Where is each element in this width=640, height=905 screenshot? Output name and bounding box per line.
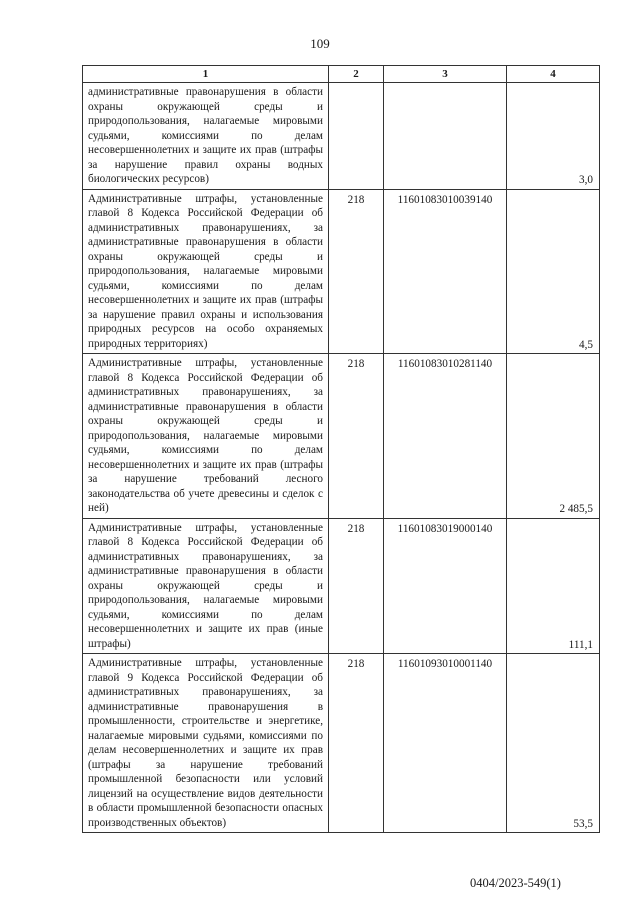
row-admin-code: 218 (329, 654, 384, 833)
row-admin-code: 218 (329, 354, 384, 519)
row-kbk-code: 11601083010039140 (384, 189, 507, 354)
table-row (83, 189, 600, 354)
row-description: административные правонарушения в области охраны окружающей среды и природопользования, налагаемые мировыми судьями, комиссиями по делам несовершеннолетних и защите их прав (штрафы за нарушение правил охраны водных биологических ресурсов) (83, 83, 329, 190)
row-kbk-code: 11601083019000140 (384, 518, 507, 654)
row-amount: 53,5 (507, 654, 600, 833)
table-row (83, 83, 600, 190)
table-header-row (83, 66, 600, 83)
row-description: Административные штрафы, установленные главой 8 Кодекса Российской Федерации об административных правонарушениях, за административные правонарушения в области охраны окружающей среды и природопользования, налагаемые мировыми судьями, комиссиями по делам несовершеннолетних и защите их прав (штрафы за нарушение требований лесного законодательства об учете древесины и сделок с ней) (83, 354, 329, 519)
row-kbk-code: 11601083010281140 (384, 354, 507, 519)
header-col-4: 4 (507, 66, 600, 83)
row-kbk-code: 11601093010001140 (384, 654, 507, 833)
row-amount: 111,1 (507, 518, 600, 654)
row-admin-code: 218 (329, 189, 384, 354)
row-description: Административные штрафы, установленные главой 8 Кодекса Российской Федерации об административных правонарушениях, за административные правонарушения в области охраны окружающей среды и природопользования, налагаемые мировыми судьями, комиссиями по делам несовершеннолетних и защите их прав (штрафы за нарушение правил охраны и использования природных ресурсов на особо охраняемых природных территориях) (83, 189, 329, 354)
row-admin-code: 218 (329, 518, 384, 654)
table-row (83, 654, 600, 833)
revenue-table (82, 65, 600, 833)
header-col-2: 2 (329, 66, 384, 83)
header-col-3: 3 (384, 66, 507, 83)
row-amount: 2 485,5 (507, 354, 600, 519)
row-admin-code (329, 83, 384, 190)
row-amount: 3,0 (507, 83, 600, 190)
header-col-1: 1 (83, 66, 329, 83)
row-amount: 4,5 (507, 189, 600, 354)
page-number: 109 (310, 36, 330, 51)
document-number: 0404/2023-549(1) (470, 876, 561, 890)
row-kbk-code (384, 83, 507, 190)
table-row (83, 518, 600, 654)
table-row (83, 354, 600, 519)
row-description: Административные штрафы, установленные главой 9 Кодекса Российской Федерации об административных правонарушениях, за административные правонарушения в промышленности, строительстве и энергетике, налагаемые мировыми судьями, комиссиями по делам несовершеннолетних и защите их прав (штрафы за нарушение требований промышленной безопасности или условий лицензий на осуществление видов деятельности в области промышленной безопасности опасных производственных объектов) (83, 654, 329, 833)
row-description: Административные штрафы, установленные главой 8 Кодекса Российской Федерации об административных правонарушениях, за административные правонарушения в области охраны окружающей среды и природопользования, налагаемые мировыми судьями, комиссиями по делам несовершеннолетних и защите их прав (иные штрафы) (83, 518, 329, 654)
